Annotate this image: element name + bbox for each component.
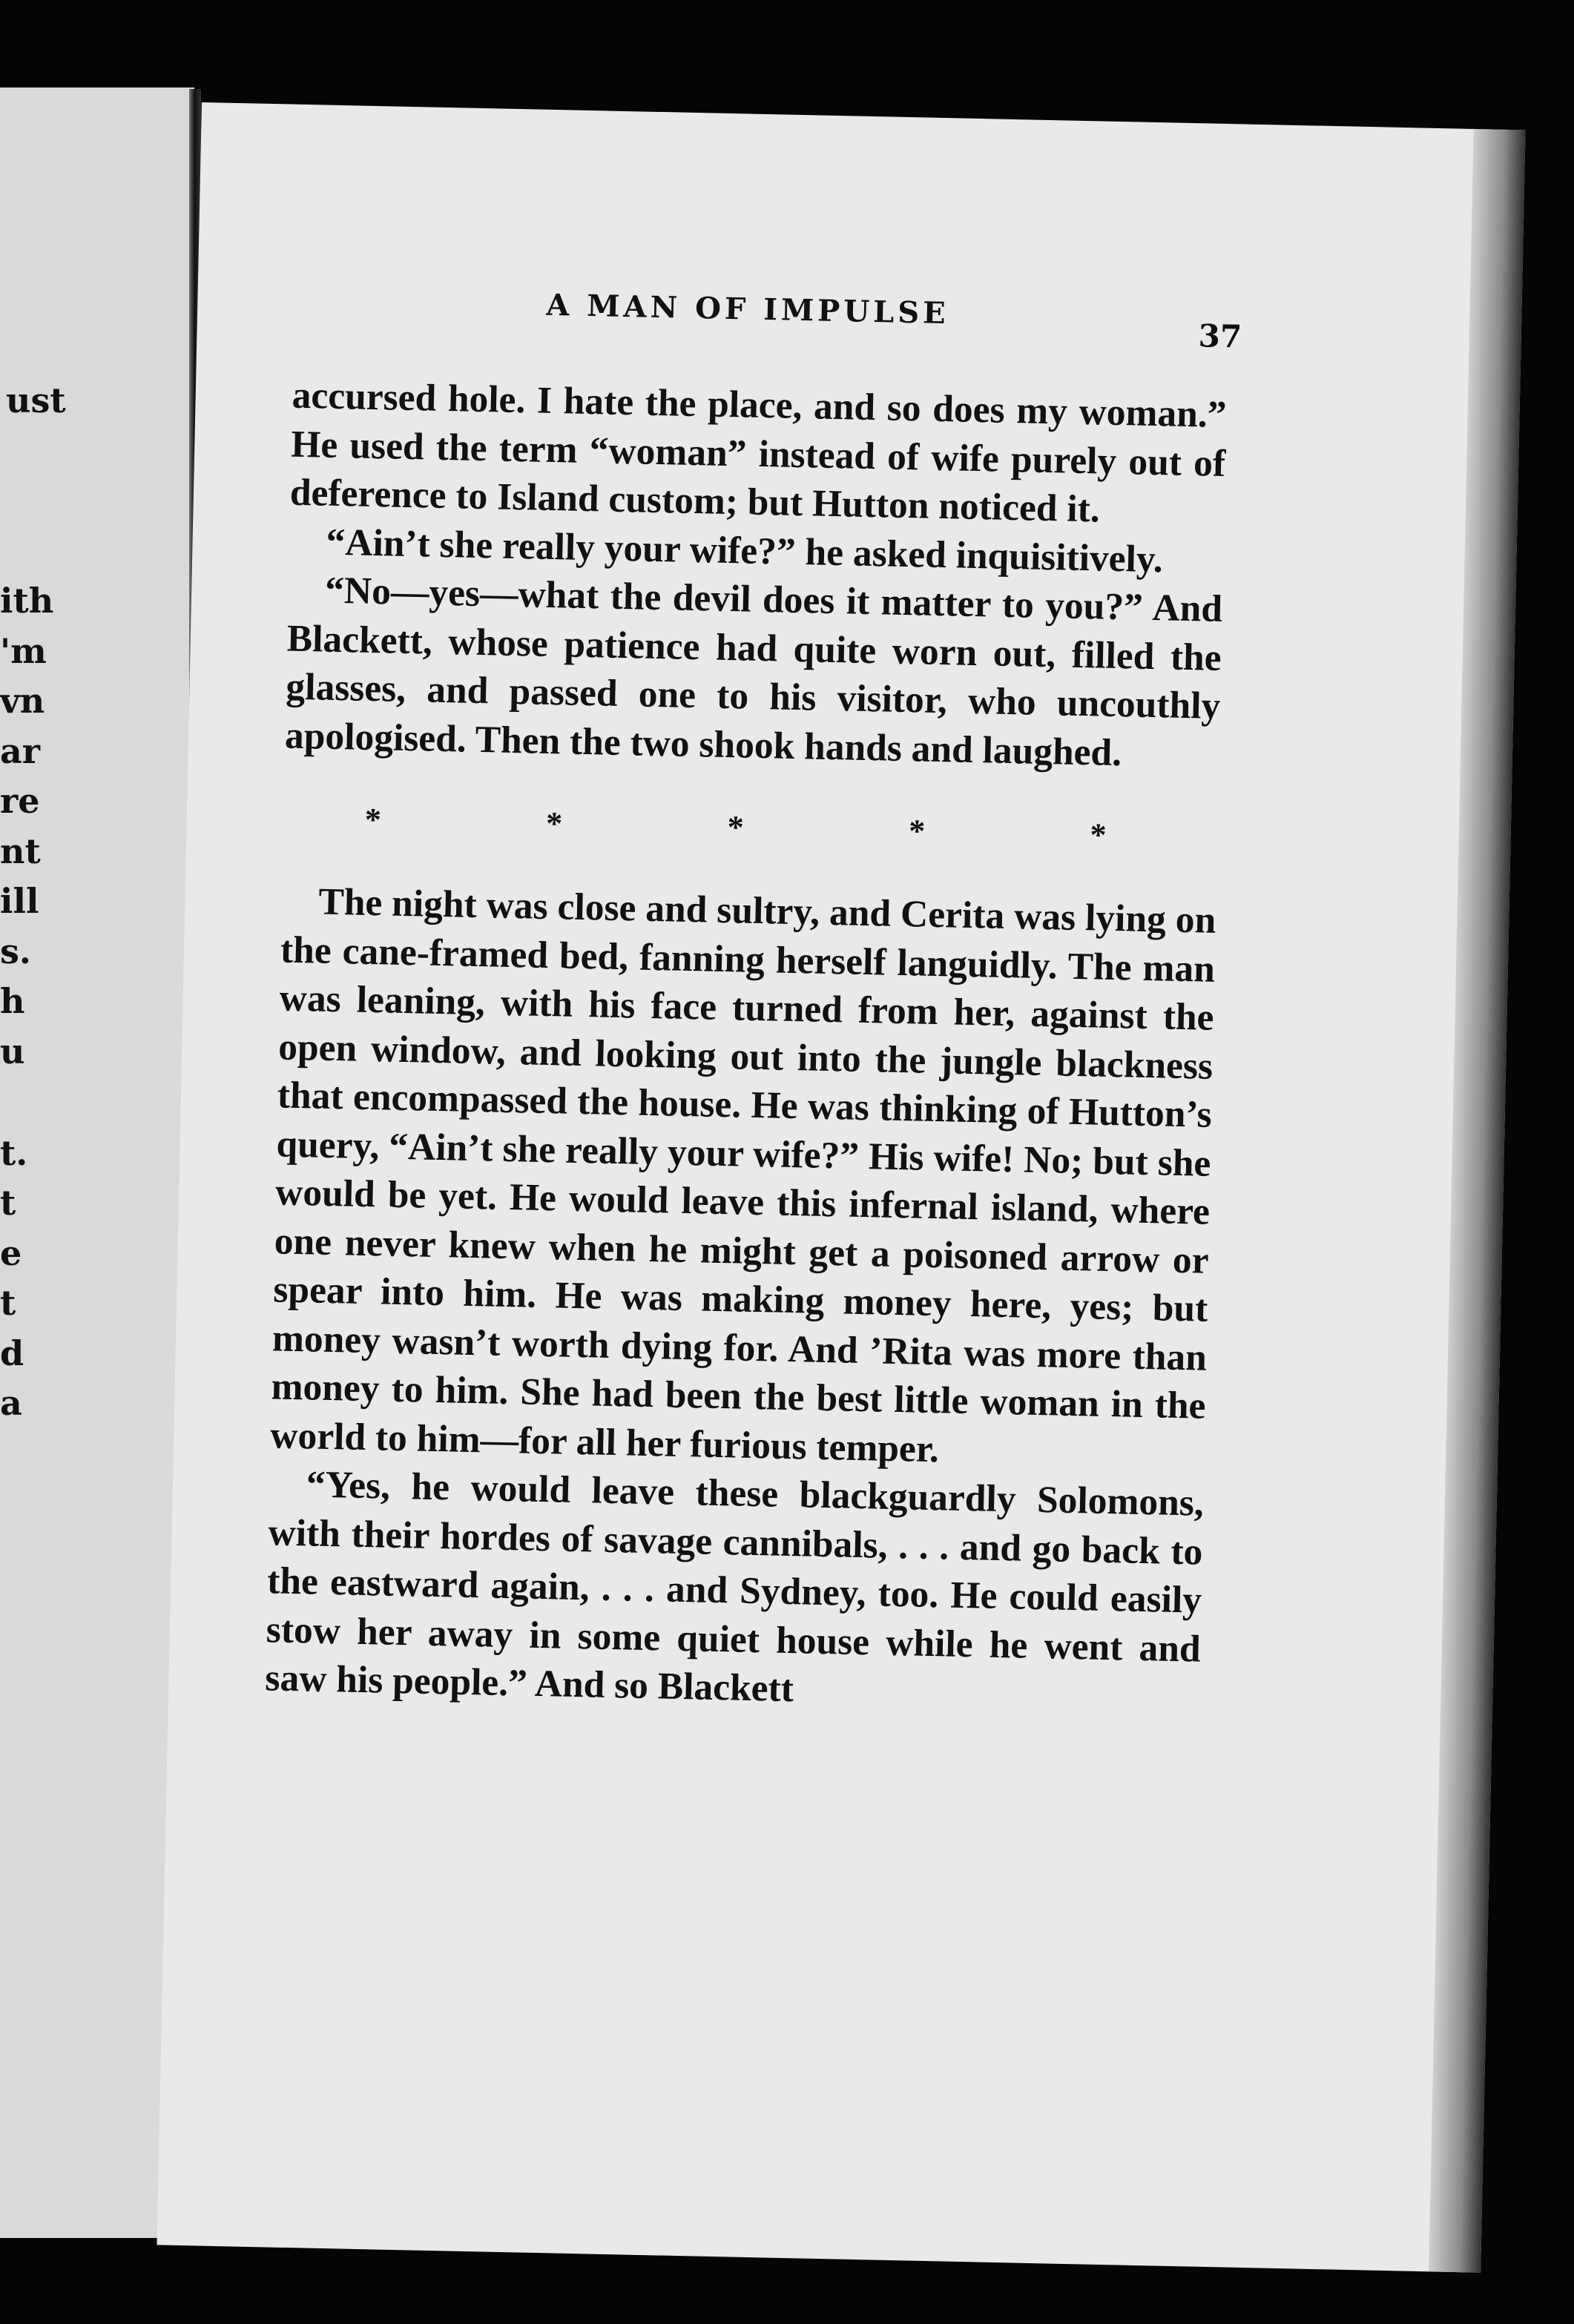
asterisk: * — [364, 801, 382, 839]
left-fragment: u — [0, 1031, 25, 1072]
paragraph: “Ain’t she really your wife?” he asked inquisitively. — [326, 521, 1164, 581]
asterisk: * — [1090, 816, 1107, 854]
page-number: 37 — [1198, 317, 1242, 355]
left-fragment: t — [0, 1283, 16, 1323]
left-fragment: d — [0, 1333, 24, 1373]
left-fragment: ith — [0, 581, 54, 621]
paragraph: accursed hole. I hate the place, and so does my woman.” He used the term “woman” instead of wife purely out of deference to Island custom; but Hutton noticed it. — [289, 374, 1228, 531]
left-fragment: a — [0, 1383, 22, 1423]
left-fragment: nt — [0, 831, 41, 871]
left-fragment: re — [0, 781, 40, 821]
asterisk: * — [727, 809, 745, 846]
left-fragment: t — [0, 1183, 16, 1223]
paragraph: “No—yes—what the devil does it matter to you?” And Blackett, whose patience had quite worn out, filled the glasses, and passed one to his visitor, who uncouthly apologised. Then the two shook hands and laughed. — [284, 569, 1223, 774]
left-fragment: 'm — [0, 631, 47, 671]
left-fragment: t. — [0, 1133, 28, 1173]
left-fragment: ar — [0, 731, 41, 771]
left-fragment: e — [0, 1233, 22, 1273]
running-head: A MAN OF IMPULSE — [545, 287, 950, 331]
left-fragment: ust — [6, 380, 66, 420]
paragraph: “Yes, he would leave these blackguardly Solomons, with their hordes of savage cannibals, . . . and go back to the eastward again, . . . and Sydney, too. He could easily stow her away in some quiet house while he went and saw his people.” And so Blackett — [264, 1463, 1205, 1711]
left-fragment: h — [0, 981, 25, 1021]
page-edge-shadow — [1429, 129, 1526, 2273]
left-fragment: vn — [0, 681, 45, 721]
main-page — [157, 102, 1525, 2273]
body-text — [265, 372, 1227, 1722]
asterisk: * — [545, 805, 563, 842]
left-fragment: ill — [0, 881, 39, 921]
asterisk: * — [908, 813, 926, 850]
paragraph: The night was close and sultry, and Cerita was lying on the cane-framed bed, fanning herself languidly. The man was leaning, with his face turned from her, against the open window, and looking out into the jungle blackness that encompassed the house. He was thinking of Hutton’s query, “Ain’t she really your wife?” His wife! No; but she would be yet. He would leave this infernal island, where one never knew when he might get a poisoned arrow or spear into him. He was making money here, yes; but money wasn’t worth dying for. And ’Rita was more than money to him. She had been the best little woman in the world to him—for all her furious temper. — [269, 880, 1216, 1470]
section-break — [364, 796, 1107, 860]
left-fragment: s. — [0, 931, 31, 971]
